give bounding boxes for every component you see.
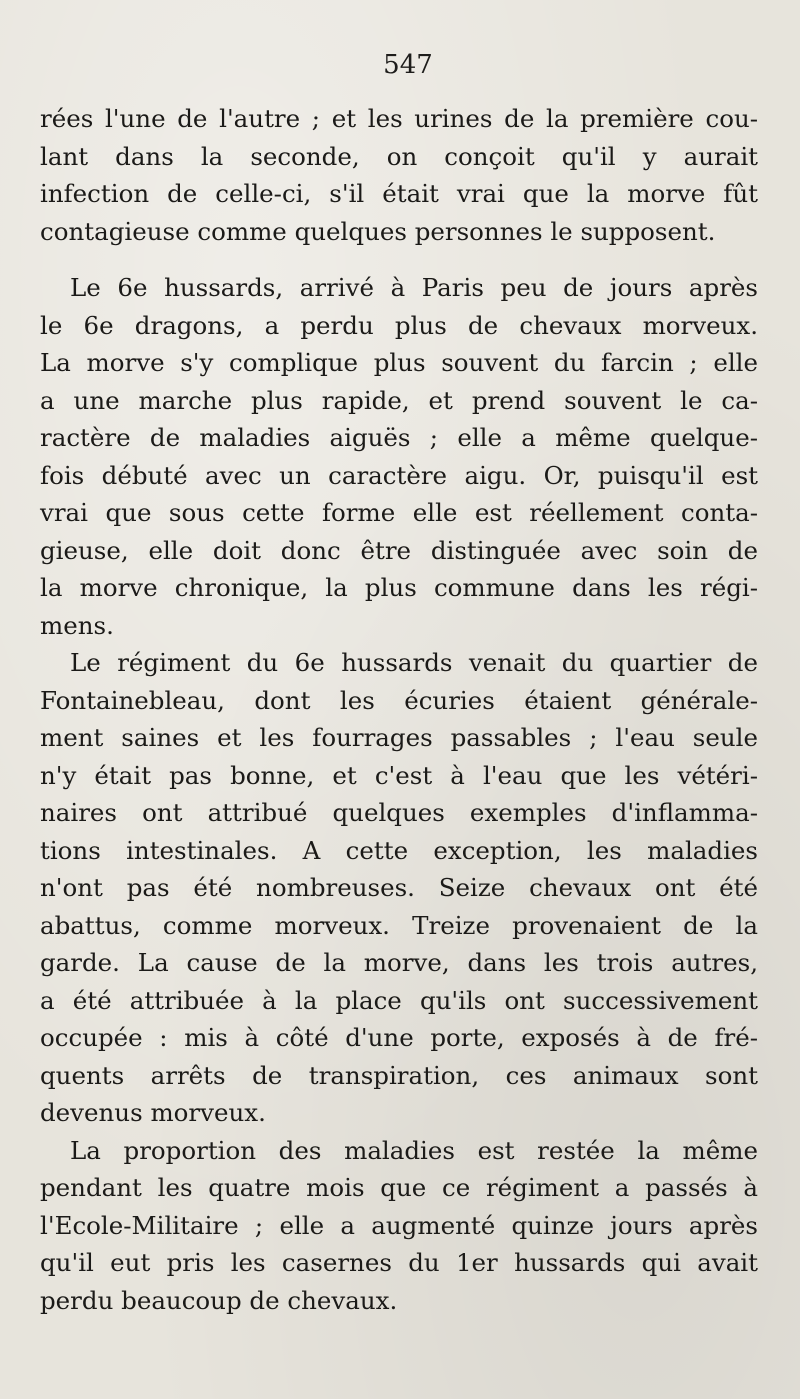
text-line: Le régiment du 6e hussards venait du quartier de (70, 648, 758, 677)
page-number: 547 (383, 50, 433, 80)
text-line: fois débuté avec un caractère aigu. Or, puisqu'il est (40, 460, 758, 490)
text-line: a été attribuée à la place qu'ils ont successivement (40, 985, 758, 1015)
text-line: devenus morveux. (40, 1098, 266, 1127)
text-line: la morve chronique, la plus commune dans les régi- (40, 573, 758, 602)
paragraph-2 (40, 269, 758, 644)
text-line: rées l'une de l'autre ; et les urines de la première cou- (40, 104, 758, 133)
text-line: vrai que sous cette forme elle est réellement conta- (40, 498, 758, 527)
text-line: occupée : mis à côté d'une porte, exposés à de fré- (40, 1023, 758, 1052)
text-line: n'y était pas bonne, et c'est à l'eau que les vétéri- (40, 760, 758, 790)
text-line: quents arrêts de transpiration, ces animaux sont (40, 1060, 758, 1090)
text-line: tions intestinales. A cette exception, les maladies (40, 835, 758, 865)
text-line: contagieuse comme quelques personnes le supposent. (40, 216, 716, 246)
paragraph-4 (40, 1132, 758, 1320)
text-line: La morve s'y complique plus souvent du farcin ; elle (40, 348, 758, 377)
text-line: lant dans la seconde, on conçoit qu'il y aurait (40, 141, 758, 171)
text-line: garde. La cause de la morve, dans les trois autres, (40, 948, 758, 977)
text-line: gieuse, elle doit donc être distinguée avec soin de (40, 535, 758, 565)
text-line: La proportion des maladies est restée la même (70, 1135, 758, 1165)
text-line: Le 6e hussards, arrivé à Paris peu de jours après (70, 273, 758, 302)
text-line: naires ont attribué quelques exemples d'inflamma- (40, 798, 758, 827)
text-line: le 6e dragons, a perdu plus de chevaux morveux. (40, 310, 758, 340)
body-text (40, 100, 758, 1319)
text-line: perdu beaucoup de chevaux. (40, 1285, 398, 1315)
text-line: a une marche plus rapide, et prend souvent le ca- (40, 385, 758, 415)
text-line: qu'il eut pris les casernes du 1er hussards qui avait (40, 1248, 758, 1277)
paragraph-1 (40, 100, 758, 250)
paragraph-3 (40, 644, 758, 1132)
text-line: infection de celle-ci, s'il était vrai que la morve fût (40, 179, 758, 208)
text-line: n'ont pas été nombreuses. Seize chevaux ont été (40, 873, 758, 902)
text-line: mens. (40, 610, 114, 640)
text-line: pendant les quatre mois que ce régiment a passés à (40, 1173, 758, 1202)
text-line: Fontainebleau, dont les écuries étaient générale- (40, 685, 758, 715)
text-line: ractère de maladies aiguës ; elle a même quelque- (40, 423, 758, 452)
text-line: l'Ecole-Militaire ; elle a augmenté quinze jours après (40, 1210, 758, 1240)
text-line: ment saines et les fourrages passables ; l'eau seule (40, 723, 758, 752)
text-line: abattus, comme morveux. Treize provenaient de la (40, 910, 758, 940)
